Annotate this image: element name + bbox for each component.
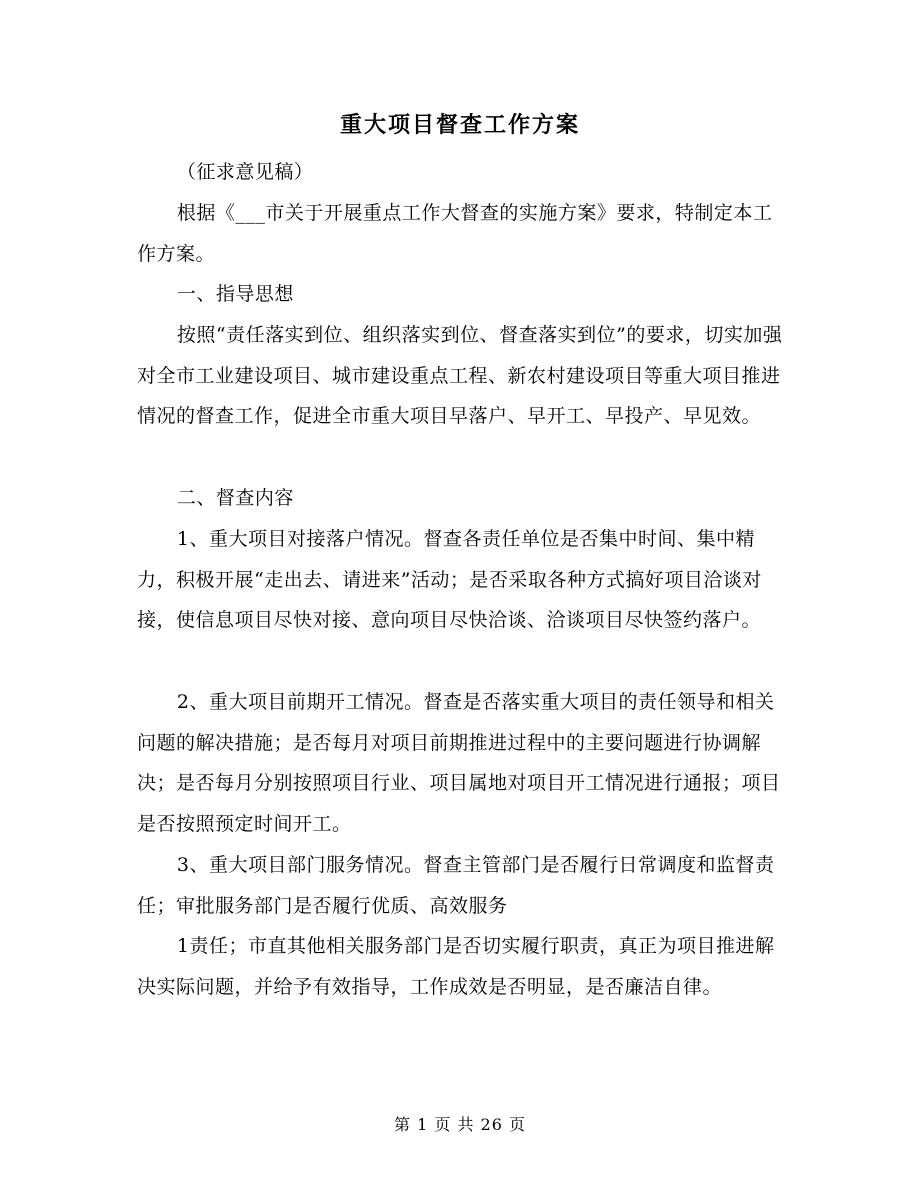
content-item-1: 1、重大项目对接落户情况。督查各责任单位是否集中时间、集中精力，积极开展“走出去、请进来”活动；是否采取各种方式搞好项目洽谈对接，使信息项目尽快对接、意向项目尽快洽谈、洽谈项目尽快签约落户。 [137, 528, 762, 632]
intro-paragraph: 根据《___市关于开展重点工作大督查的实施方案》要求，特制定本工作方案。 [137, 202, 773, 265]
content-item-3: 3、重大项目部门服务情况。督查主管部门是否履行日常调度和监督责任；审批服务部门是否履行优质、高效服务 [137, 854, 775, 917]
section-heading-guiding-ideology: 一、指导思想 [176, 283, 294, 305]
guiding-ideology-paragraph: 按照“责任落实到位、组织落实到位、督查落实到位”的要求，切实加强对全市工业建设项目、城市建设重点工程、新农村建设项目等重大项目推进情况的督查工作，促进全市重大项目早落户、早开工、早投产、早见效。 [137, 324, 783, 428]
page-footer: 第 1 页 共 26 页 [394, 1115, 526, 1134]
document-title: 重大项目督查工作方案 [339, 113, 580, 138]
section-heading-inspection-content: 二、督查内容 [176, 487, 294, 509]
content-item-2: 2、重大项目前期开工情况。督查是否落实重大项目的责任领导和相关问题的解决措施；是否每月对项目前期推进过程中的主要问题进行协调解决；是否每月分别按照项目行业、项目属地对项目开工情况进行通报；项目是否按照预定时间开工。 [137, 691, 781, 836]
content-item-3-continued: 1责任；市直其他相关服务部门是否切实履行职责，真正为项目推进解决实际问题，并给予有效指导，工作成效是否明显，是否廉洁自律。 [137, 935, 775, 998]
draft-note: （征求意见稿） [176, 161, 314, 183]
